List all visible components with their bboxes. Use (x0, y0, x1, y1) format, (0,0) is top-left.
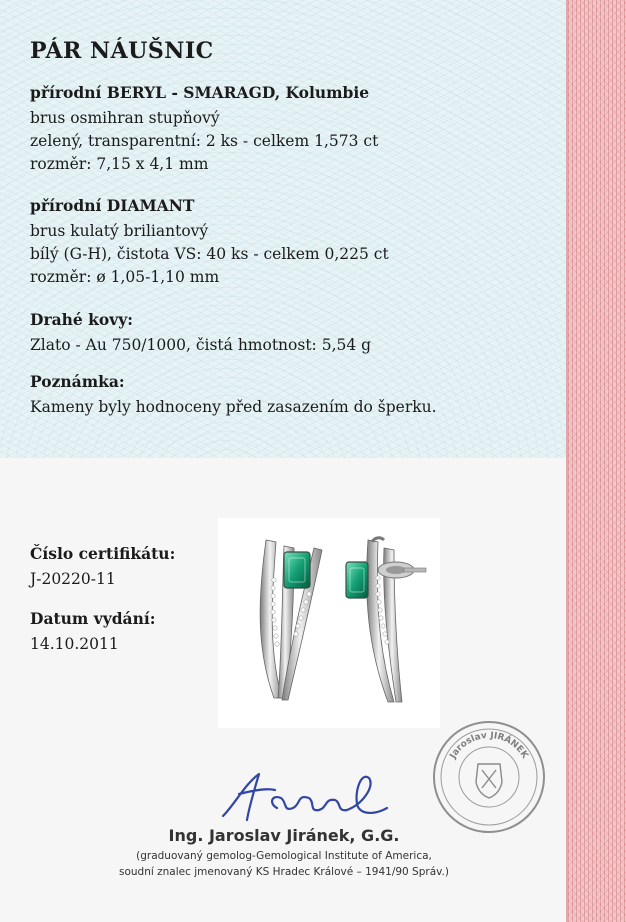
diamond-cut: brus kulatý briliantový (30, 222, 209, 240)
note-value: Kameny byly hodnoceny před zasazením do šperku. (30, 398, 437, 416)
decorative-border-strip (566, 0, 626, 922)
signer-name: Ing. Jaroslav Jiránek, G.G. (168, 826, 400, 845)
issue-date-label: Datum vydání: (30, 609, 156, 628)
signature-image (205, 764, 395, 826)
note-heading: Poznámka: (30, 372, 125, 391)
beryl-cut: brus osmihran stupňový (30, 109, 220, 127)
diamond-dimensions: rozměr: ø 1,05-1,10 mm (30, 268, 220, 286)
diamond-section (30, 195, 389, 289)
diamond-heading: přírodní DIAMANT (30, 196, 195, 215)
beryl-section (30, 82, 378, 176)
beryl-dimensions: rozměr: 7,15 x 4,1 mm (30, 155, 209, 173)
certificate-number-block (30, 543, 175, 591)
stamp-text: Jaroslav JIRÁNEK (448, 730, 530, 761)
metals-heading: Drahé kovy: (30, 310, 133, 329)
left-earring (260, 540, 322, 700)
right-earring (346, 538, 426, 702)
certificate-number-label: Číslo certifikátu: (30, 544, 176, 563)
beryl-color-quantity: zelený, transparentní: 2 ks - celkem 1,573 ct (30, 132, 379, 150)
metals-section (30, 309, 371, 357)
issue-date-block (30, 608, 155, 656)
certificate-number-value: J-20220-11 (30, 570, 116, 588)
svg-text:Jaroslav JIRÁNEK (448, 731, 530, 761)
note-section (30, 371, 437, 419)
diamond-color-quantity: bílý (G-H), čistota VS: 40 ks - celkem 0,225 ct (30, 245, 389, 263)
document-title: PÁR NÁUŠNIC (30, 38, 214, 64)
signer-credentials-line2: soudní znalec jmenovaný KS Hradec Králové – 1941/90 Správ.) (119, 866, 449, 878)
official-stamp (430, 718, 548, 836)
issue-date-value: 14.10.2011 (30, 635, 119, 653)
lion-emblem-icon (476, 764, 502, 798)
metals-value: Zlato - Au 750/1000, čistá hmotnost: 5,54 g (30, 336, 372, 354)
signer-credentials-line1: (graduovaný gemolog-Gemological Institute of America, (136, 850, 432, 862)
earrings-photo (218, 518, 440, 728)
beryl-heading: přírodní BERYL - SMARAGD, Kolumbie (30, 83, 370, 102)
